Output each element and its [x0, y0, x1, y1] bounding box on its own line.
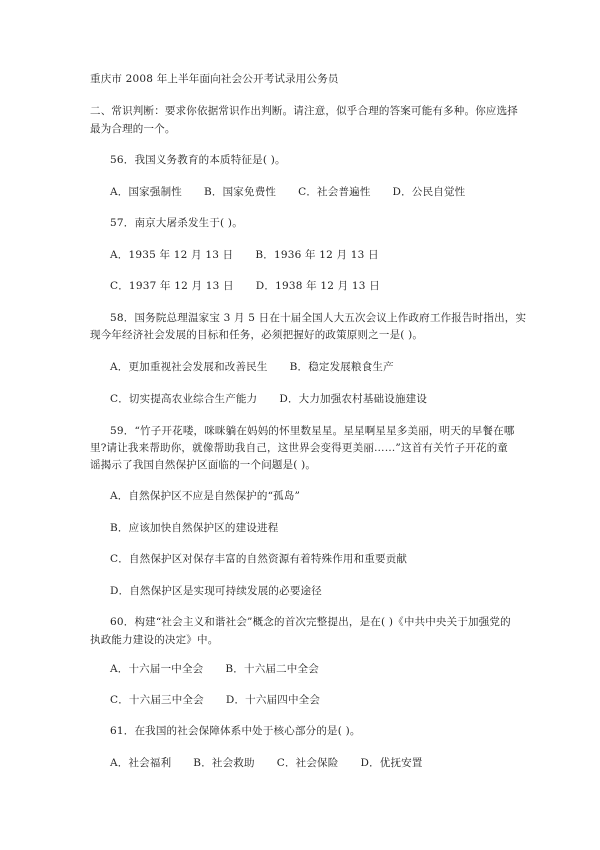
- question-59-option-b: B．应该加快自然保护区的建设进程: [110, 522, 279, 534]
- option-c: C．社会普遍性: [298, 186, 371, 198]
- question-58-stem-line-2: 现今年经济社会发展的目标和任务，必须把握好的政策原则之一是( )。: [90, 329, 424, 341]
- option-c: C．1937 年 12 月 13 日: [110, 280, 234, 292]
- question-59-stem-line-3: 谣揭示了我国自然保护区面临的一个问题是( )。: [90, 459, 317, 471]
- question-59-stem-line-1: 59．“竹子开花喽，咪咪躺在妈妈的怀里数星星。星星啊星星多美丽，明天的早餐在哪: [110, 425, 515, 437]
- question-57-stem: 57．南京大屠杀发生于( )。: [110, 217, 243, 229]
- option-d: D．1938 年 12 月 13 日: [255, 280, 380, 292]
- question-59-stem-line-2: 里?请让我来帮助你，就像帮助我自己，这世界会变得更美丽……”这首有关竹子开花的童: [90, 442, 508, 454]
- question-59-option-d: D．自然保护区是实现可持续发展的必要途径: [110, 585, 322, 597]
- question-56-options: [110, 185, 487, 199]
- option-d: D．公民自觉性: [392, 186, 466, 198]
- option-d: D．大力加强农村基础设施建设: [279, 393, 428, 405]
- option-a: A．十六届一中全会: [110, 663, 204, 675]
- option-d: D．十六届四中全会: [225, 694, 321, 706]
- question-58-stem-line-1: 58．国务院总理温家宝 3 月 5 日在十届全国人大五次会议上作政府工作报告时指出，实: [110, 312, 527, 324]
- question-56-stem: 56．我国义务教育的本质特征是( )。: [110, 154, 286, 166]
- option-a: A．更加重视社会发展和改善民生: [110, 361, 268, 373]
- option-b: B．十六届二中全会: [225, 663, 319, 675]
- option-a: A．国家强制性: [110, 186, 182, 198]
- question-60-options-row-1: [110, 662, 341, 676]
- option-a: A．1935 年 12 月 13 日: [110, 249, 234, 261]
- question-57-options-row-1: [110, 248, 401, 262]
- option-b: B．国家免费性: [203, 186, 277, 198]
- question-60-options-row-2: [110, 693, 342, 707]
- question-61-options: [110, 756, 445, 770]
- question-57-options-row-2: [110, 279, 402, 293]
- option-b: B．稳定发展粮食生产: [289, 361, 394, 373]
- question-59-option-a: A．自然保护区不应是自然保护的“孤岛”: [110, 490, 301, 502]
- question-58-options-row-2: [110, 392, 449, 406]
- option-a: A．社会福利: [110, 757, 172, 769]
- section-instruction-line-1: 二、常识判断：要求你依据常识作出判断。请注意，似乎合理的答案可能有多种。你应选择: [90, 105, 518, 117]
- question-60-stem-line-2: 执政能力建设的决定》中。: [90, 634, 219, 646]
- option-b: B．1936 年 12 月 13 日: [255, 249, 379, 261]
- question-60-stem-line-1: 60．构建“社会主义和谐社会”概念的首次完整提出，是在( )《中共中央关于加强党的: [110, 616, 511, 628]
- question-59-option-c: C．自然保护区对保存丰富的自然资源有着特殊作用和重要贡献: [110, 553, 408, 565]
- section-instruction-line-2: 最为合理的一个。: [90, 123, 176, 135]
- question-58-options-row-1: [110, 360, 416, 374]
- option-d: D．优抚安置: [360, 757, 423, 769]
- document-title: 重庆市 2008 年上半年面向社会公开考试录用公务员: [90, 73, 339, 85]
- question-61-stem: 61．在我国的社会保障体系中处于核心部分的是( )。: [110, 725, 361, 737]
- option-c: C．切实提高农业综合生产能力: [110, 393, 258, 405]
- option-c: C．社会保险: [276, 757, 339, 769]
- option-c: C．十六届三中全会: [110, 694, 204, 706]
- option-b: B．社会救助: [193, 757, 255, 769]
